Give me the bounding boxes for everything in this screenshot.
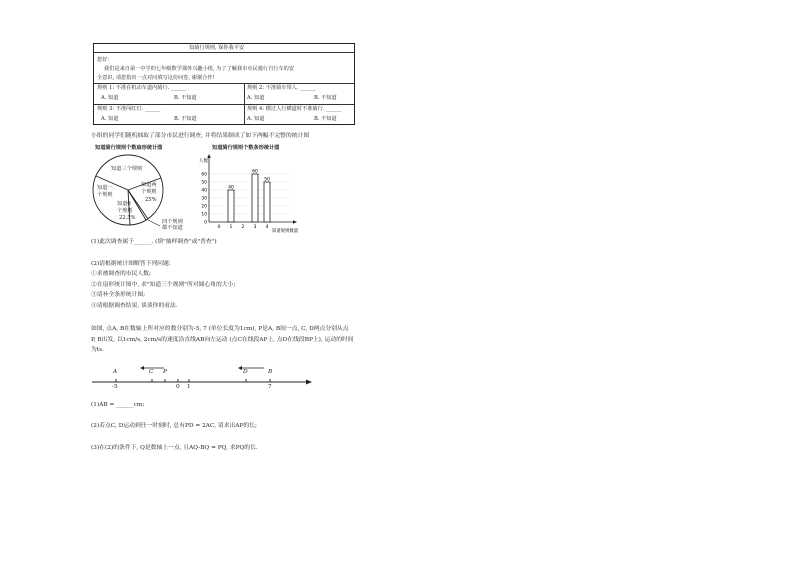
problem2-q1: (1)AB = ______cm; (91, 402, 145, 408)
tick-label-0: 0 (176, 384, 180, 390)
y-tick-label: 40 (201, 188, 207, 194)
bar-chart-title: 知道骑行规则个数条形统计图 (212, 145, 280, 151)
x-tick-label: 3 (253, 225, 257, 230)
tick-label-1: 1 (187, 384, 191, 390)
rule1-option-b: B. 不知道 (174, 95, 197, 101)
tick-label-7: 7 (268, 384, 272, 390)
rule1-text: 规则 1: 不准在机动车道内骑行. ______ (97, 85, 187, 91)
pie-label-two-b: 个规则 (141, 189, 157, 195)
y-axis-arrow (207, 154, 211, 158)
y-tick-label: 60 (201, 172, 207, 178)
pie-label-one-b: 个规则 (97, 192, 113, 198)
survey-intro-line1: 我们是来自第一中学的七年级数学课外兴趣小组, 为了了解我市市民骑行自行车的安 (104, 66, 295, 72)
pie-label-one-a: 知道一 (97, 185, 113, 191)
question-2-1: ①求被调查的市民人数; (91, 271, 151, 277)
survey-table (93, 43, 355, 125)
point-d-label: D (243, 369, 248, 375)
pie-label-two-a: 知道两 (141, 182, 157, 188)
intro-sentence: 小组的同学们随机抽取了部分市民进行调查, 并将结果制成了如下两幅不完整的统计图 (91, 133, 310, 139)
rule3-option-a: A. 知道 (101, 116, 119, 122)
rule4-option-a: A. 知道 (247, 116, 265, 122)
y-tick-label: 10 (201, 212, 207, 218)
x-axis-label: 知道规则数量 (271, 229, 299, 234)
pie-label-four-b: 都不知道 (162, 225, 183, 231)
table-divider (244, 83, 245, 124)
arrow-c-head (140, 366, 144, 370)
bar-value-label: 60 (252, 169, 258, 175)
table-divider (94, 83, 354, 84)
rule3-text: 规则 3: 不准闯红灯. ______ (97, 106, 161, 112)
bar (252, 174, 258, 222)
number-line (88, 360, 313, 395)
bar (228, 190, 234, 222)
y-tick-label: 50 (201, 180, 207, 186)
point-b-label: B (268, 369, 273, 375)
x-tick-label: 0 (217, 225, 221, 230)
y-tick-label: 0 (204, 220, 207, 226)
point-c-label: C (149, 369, 154, 375)
problem2-q3: (3)在(2)的条件下, Q是数轴上一点, 且AQ-BQ = PQ, 求PQ的长. (91, 445, 258, 451)
pie-label-four-a: 四个规则 (162, 219, 183, 225)
x-tick-label: 2 (241, 225, 245, 230)
tick-label-neg5: -5 (112, 384, 118, 390)
rule4-option-b: B. 不知道 (314, 116, 337, 122)
rule3-option-b: B. 不知道 (174, 116, 197, 122)
y-axis-label: 人数 (198, 159, 208, 164)
question-1: (1)此次调查属于______. (填"抽样调查"或"普查") (91, 239, 217, 245)
table-divider (94, 104, 354, 105)
arrow-d-head (238, 366, 242, 370)
rule1-option-a: A. 知道 (101, 95, 119, 101)
rule4-text: 规则 4: 横过人行横道时不准骑行. ______ (247, 106, 342, 112)
problem2-line2: P, B出发, 以1cm/s, 2cm/s的速度沿直线AB向左运动 (点C在线段AP上, 点D在线段BP上), 运动的时间 (91, 337, 354, 343)
rule2-option-a: A. 知道 (247, 95, 265, 101)
x-tick-label: 1 (229, 225, 233, 230)
question-2-2: ②在扇形统计图中, 求"知道三个规则"所对圆心角的大小; (91, 282, 236, 288)
table-divider (94, 52, 354, 53)
rule2-text: 规则 2: 不准骑车带人. ______ (247, 85, 316, 91)
number-line-arrowhead (306, 380, 312, 385)
x-axis-arrow (293, 220, 297, 224)
problem2-q2: (2)若点C, D运动到任一时刻时, 总有PD = 2AC, 请求出AP的长; (91, 423, 257, 429)
question-2-4: ④请根据调查结果, 谈谈你的看法. (91, 303, 178, 309)
pie-leader-line (148, 220, 160, 226)
y-tick-label: 20 (201, 204, 207, 210)
pie-label-zero-a: 知道0 (117, 201, 131, 207)
bar-value-label: 40 (228, 185, 234, 191)
pie-label-zero-b: 个规则 (117, 208, 133, 214)
survey-greeting: 您好: (97, 57, 110, 63)
bar (264, 182, 270, 222)
point-a-label: A (113, 369, 118, 375)
pie-label-two-pct: 25% (145, 197, 157, 203)
survey-title: 知骑行规则, 保你我平安 (189, 45, 245, 51)
rule2-option-b: B. 不知道 (314, 95, 337, 101)
bar-chart (195, 152, 305, 234)
question-2: (2)请根据统计图解答下列问题: (91, 261, 171, 267)
question-2-3: ③请补全条形统计图; (91, 292, 146, 298)
pie-chart-title: 知道骑行规则个数扇形统计图 (95, 145, 163, 151)
pie-label-zero-pct: 22.5% (119, 215, 136, 221)
pie-label-three: 知道三个规则 (111, 166, 143, 172)
x-tick-label: 4 (265, 225, 269, 230)
point-p-label: P (163, 369, 167, 375)
survey-intro-line2: 全意识, 请您指出一点对问填写这份问卷, 谢谢合作! (97, 75, 215, 81)
bar-value-label: 50 (264, 177, 270, 183)
problem2-line1: 如图, 点A, B在数轴上所对应的数分别为-5, 7 (单位长度为1cm), P是A, B间一点, C, D两点分别从点 (91, 326, 349, 332)
problem2-line3: 为ts. (91, 347, 104, 353)
y-tick-label: 30 (201, 196, 207, 202)
